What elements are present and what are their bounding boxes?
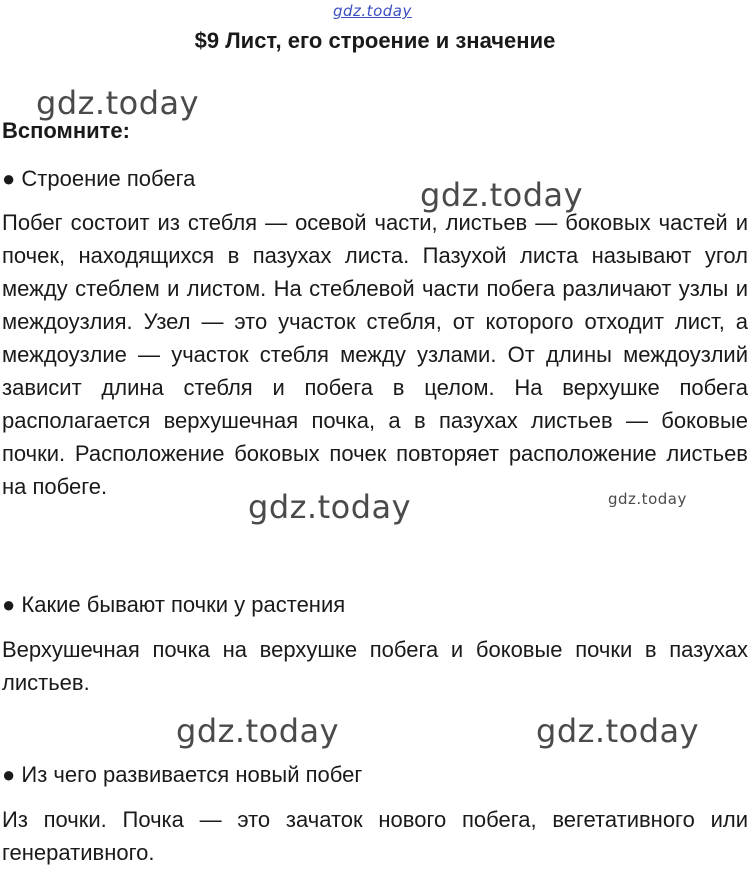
watermark: gdz.today: [248, 488, 412, 526]
section-text-new-shoot: Из почки. Почка — это зачаток нового побега, вегетативного или генеративного.: [2, 807, 748, 865]
section-text-bud-types: Верхушечная почка на верхушке побега и боковые почки в пазухах листьев.: [2, 637, 748, 695]
page-title: $9 Лист, его строение и значение: [194, 28, 556, 53]
section-text-shoot-structure: Побег состоит из стебля — осевой части, листьев — боковых частей и почек, находящихся в пазухах листа. Пазухой листа называют угол между стеблем и листом. На стеблевой части побега различают узлы и междоузлия. Узел — это участок стебля, от которого отходит лист, а междоузлие — участок стебля между узлами. От длины междоузлий зависит длина стебля и побега в целом. На верхушке побега располагается верхушечная почка, а в пазухах листьев — боковые почки. Расположение боковых почек повторяет расположение листьев на побеге.: [2, 210, 748, 499]
watermark: gdz.today: [608, 490, 687, 508]
section-heading-new-shoot: ● Из чего развивается новый побег: [2, 762, 363, 787]
section-heading-bud-types: ● Какие бывают почки у растения: [2, 592, 346, 617]
watermark: gdz.today: [36, 84, 200, 122]
watermark: gdz.today: [420, 176, 584, 214]
section-heading-shoot-structure: ● Строение побега: [2, 166, 196, 191]
remember-heading: Вспомните:: [2, 118, 130, 143]
watermark: gdz.today: [536, 712, 700, 750]
watermark-top-link[interactable]: gdz.today: [333, 2, 412, 20]
watermark: gdz.today: [176, 712, 340, 750]
